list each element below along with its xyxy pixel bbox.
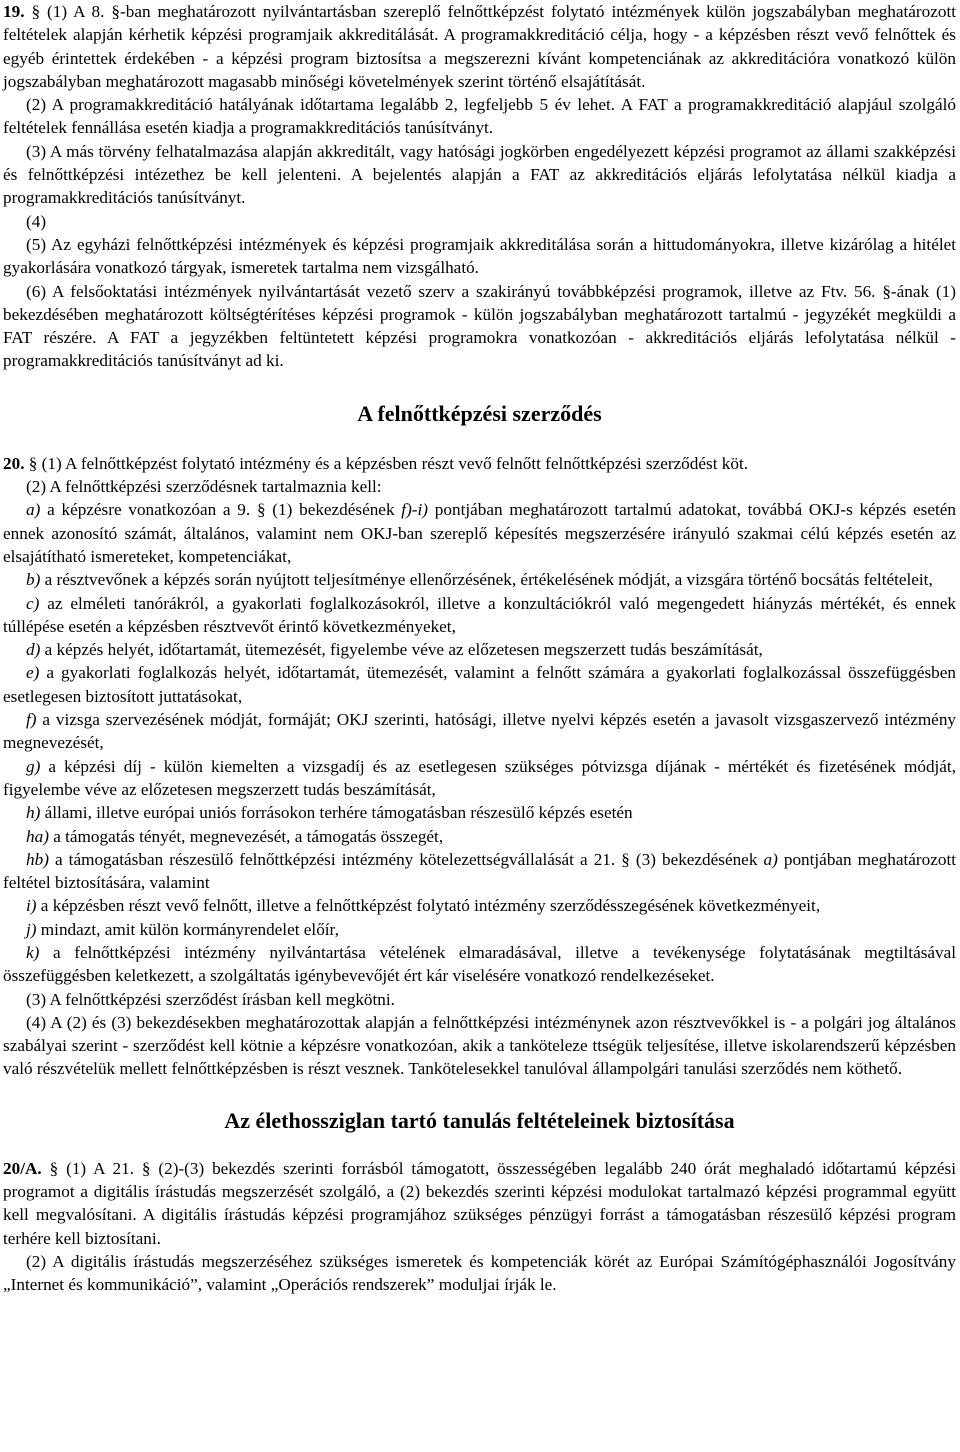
list-item-b: b) a résztvevőnek a képzés során nyújtott teljesítménye ellenőrzésének, értékelésének módját, a vizsgára történő bocsátás feltételeit,	[26, 570, 933, 590]
list-item-i: i) a képzésben részt vevő felnőtt, illetve a felnőttképzést folytató intézmény szerződésszegésének következményeit,	[26, 896, 821, 916]
list-item-k: k) a felnőttképzési intézmény nyilvántartása vételének elmaradásával, illetve a tevékenysége folytatásának megtiltásával összefüggésben keletkezett, a szolgáltatás igénybevevőjét ért kár viselésére vonatkozó rendelkezéseket.	[3, 942, 957, 986]
section-number: 20/A.	[3, 1158, 42, 1178]
section-19-paragraph-3: (3) A más törvény felhatalmazása alapján akkreditált, vagy hatósági jogkörben engedélyezett képzési programot az állami szakképzési és felnőttképzési intézethez be kell jelenteni. A bejelentés alapján a FAT az akkreditációs eljárás lefolytatása nélkül kiadja a programakkreditációs tanúsítványt.	[3, 141, 956, 208]
section-19-paragraph-6: (6) A felsőoktatási intézmények nyilvántartását vezető szerv a szakirányú továbbképzési programok, illetve az Ftv. 56. §-ának (1) bekezdésében meghatározott költségtérítéses képzési programok - külön jogszabályban meghatározott tartalmú - jegyzékét megküldi a FAT részére. A FAT a jegyzékben feltüntetett képzési programokra vonatkozóan - akkreditációs eljárás lefolytatása nélkül - programakkreditációs tanúsítványt ad ki.	[3, 281, 956, 371]
list-item-a: a) a képzésre vonatkozóan a 9. § (1) bekezdésének f)-i) pontjában meghatározott tartalmú adatokat, továbbá OKJ-s képzés esetén ennek azonosító számát, általános, valamint nem OKJ-ban szereplő képesítés megszerzésére irányuló szakmai célú képzés esetén az elsajátítható ismereteket, kompetenciákat,	[3, 500, 956, 566]
section-19-paragraph-1: 19. § (1) A 8. §-ban meghatározott nyilvántartásban szereplő felnőttképzést folytató intézmények külön jogszabályban meghatározott feltételek alapján kérhetik képzési programjaik akkreditálását. A programakkreditáció célja, hogy - a képzésben részt vevő felnőttek és egyéb érintettek érdekében - a képzési program biztosítsa a megszerezni kívánt kompetenciának az akkreditációra vonatkozó külön jogszabályban meghatározott magasabb minőségi követelmények szerint történő elsajátítását.	[3, 2, 956, 91]
section-20a-paragraph-1: 20/A. § (1) A 21. § (2)-(3) bekezdés szerinti forrásból támogatott, összességében legalább 240 órát meghaladó időtartamú képzési programot a digitális írástudás megszerzését szolgáló, a (2) bekezdés szerinti képzési modulokat tartalmazó képzési programmal együtt kell megvalósítani. A digitális írástudás képzési programjához szükséges pénzügyi forrást a támogatásban részesülő képzési program terhére kell biztosítani.	[3, 1158, 957, 1248]
heading-elethosszig-tarto-tanulas: Az élethossziglan tartó tanulás feltételeinek biztosítása	[224, 1107, 735, 1133]
heading-felnottkepzesi-szerzodes: A felnőttképzési szerződés	[357, 400, 602, 426]
section-20-paragraph-3: (3) A felnőttképzési szerződést írásban kell megkötni.	[26, 989, 395, 1009]
list-item-e: e) a gyakorlati foglalkozás helyét, időtartamát, ütemezését, valamint a felnőtt számára a gyakorlati foglalkozással összefüggésben esetlegesen biztosított juttatásokat,	[3, 663, 956, 706]
list-item-hb: hb) a támogatásban részesülő felnőttképzési intézmény kötelezettségvállalását a 21. § (3) bekezdésének a) pontjában meghatározott feltétel biztosítására, valamint	[3, 849, 956, 893]
list-item-f: f) a vizsga szervezésének módját, formáját; OKJ szerinti, hatósági, illetve nyelvi képzés esetén a javasolt vizsgaszervező intézmény megnevezését,	[3, 710, 957, 753]
section-20-paragraph-1: 20. § (1) A felnőttképzést folytató intézmény és a képzésben részt vevő felnőtt felnőttképzési szerződést köt.	[3, 453, 749, 473]
section-number: 19.	[3, 2, 25, 21]
list-item-c: c) az elméleti tanórákról, a gyakorlati foglalkozásokról, illetve a konzultációkról való megengedett hiányzás mértékét, és ennek túllépése esetén a képzésben résztvevőt érintő következményeket,	[3, 593, 957, 636]
section-19-paragraph-2: (2) A programakkreditáció hatályának időtartama legalább 2, legfeljebb 5 év lehet. A FAT a programakkreditáció alapjául szolgáló feltételek fennállása esetén kiadja a programakkreditációs tanúsítványt.	[3, 95, 956, 138]
list-item-h: h) állami, illetve európai uniós forrásokon terhére támogatásban részesülő képzés esetén	[26, 803, 633, 823]
section-20-paragraph-2: (2) A felnőttképzési szerződésnek tartalmaznia kell:	[26, 477, 382, 497]
section-19-paragraph-4: (4)	[26, 211, 47, 231]
list-item-g: g) a képzési díj - külön kiemelten a vizsgadíj és az esetlegesen szükséges pótvizsga díjának - mértékét és fizetésének módját, figyelembe véve az előzetesen megszerzett tudás beszámítását,	[3, 756, 957, 799]
section-number: 20.	[3, 453, 25, 473]
list-item-j: j) mindazt, amit külön kormányrendelet előír,	[26, 919, 339, 939]
section-20a-paragraph-2: (2) A digitális írástudás megszerzéséhez szükséges ismeretek és kompetenciák körét az Európai Számítógéphasználói Jogosítvány „Internet és kommunikáció”, valamint „Operációs rendszerek” moduljai írják le.	[3, 1251, 956, 1295]
list-item-d: d) a képzés helyét, időtartamát, ütemezését, figyelembe véve az előzetesen megszerzett tudás beszámítását,	[26, 640, 763, 660]
section-19-paragraph-5: (5) Az egyházi felnőttképzési intézmények és képzési programjaik akkreditálása során a hittudományokra, illetve kizárólag a hitélet gyakorlására vonatkozó tárgyak, ismeretek tartalma nem vizsgálható.	[3, 234, 956, 278]
list-item-ha: ha) a támogatás tényét, megnevezését, a támogatás összegét,	[26, 826, 444, 846]
section-20-paragraph-4: (4) A (2) és (3) bekezdésekben meghatározottak alapján a felnőttképzési intézménynek azon résztvevőkkel is - a polgári jog általános szabályai szerint - szerződést kell kötnie a képzésre vonatkozóan, akik a tanköteleze ttségük teljesítése, illetve iskolarendszerű képzésben való részvételük mellett felnőttképzésben is részt vesznek. Tankötelesekkel tanulóval állampolgári tanulási szerződés nem köthető.	[3, 1012, 956, 1079]
